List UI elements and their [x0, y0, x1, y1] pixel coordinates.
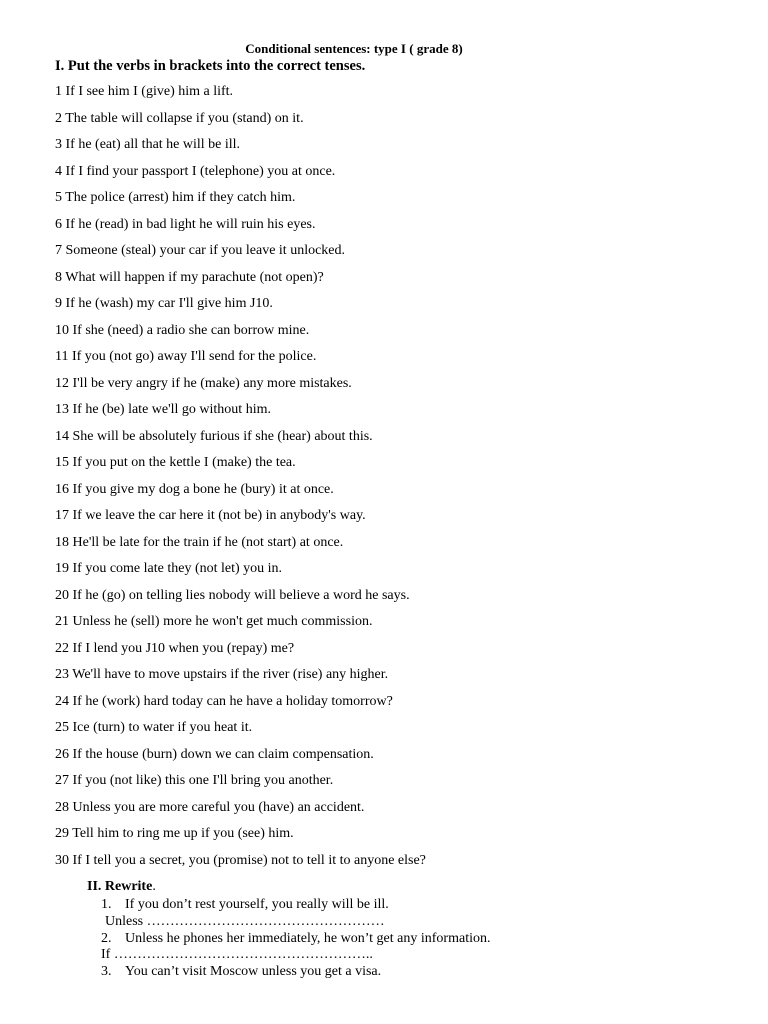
- exercise-item: 9 If he (wash) my car I'll give him J10.: [55, 296, 273, 311]
- exercise-item: 1 If I see him I (give) him a lift.: [55, 84, 234, 99]
- exercise-item: 30 If I tell you a secret, you (promise) not to tell it to anyone else?: [55, 852, 426, 868]
- exercise-item: 14 She will be absolutely furious if she (hear) about this.: [55, 428, 373, 444]
- exercise-item: 25 Ice (turn) to water if you heat it.: [55, 720, 253, 735]
- exercise-item: 29 Tell him to ring me up if you (see) him.: [55, 826, 294, 841]
- exercise-item: 28 Unless you are more careful you (have) an accident.: [55, 799, 365, 815]
- exercise-item: 2 The table will collapse if you (stand) on it.: [55, 110, 304, 126]
- section-2-heading-punct: .: [152, 879, 156, 894]
- exercise-item: 22 If I lend you J10 when you (repay) me?: [55, 640, 295, 656]
- exercise-item: 21 Unless he (sell) more he won't get much commission.: [55, 614, 373, 629]
- exercise-item: 3 If he (eat) all that he will be ill.: [55, 137, 241, 152]
- document-title: Conditional sentences: type I ( grade 8): [245, 41, 463, 56]
- section-1-heading: I. Put the verbs in brackets into the correct tenses.: [55, 58, 366, 74]
- rewrite-text: Unless ……………………………………………: [105, 914, 385, 929]
- exercise-item: 19 If you come late they (not let) you in.: [55, 561, 283, 576]
- exercise-item: 7 Someone (steal) your car if you leave it unlocked.: [55, 243, 346, 258]
- exercise-item: 20 If he (go) on telling lies nobody will believe a word he says.: [55, 587, 410, 603]
- rewrite-line: [101, 930, 490, 947]
- exercise-item: 12 I'll be very angry if he (make) any more mistakes.: [55, 375, 352, 391]
- section-2-heading: [87, 878, 156, 895]
- exercise-item: 10 If she (need) a radio she can borrow mine.: [55, 322, 310, 338]
- rewrite-answer-line: [105, 913, 385, 930]
- rewrite-text: Unless he phones her immediately, he won’t get any information.: [125, 931, 491, 946]
- exercise-item: 18 He'll be late for the train if he (not start) at once.: [55, 534, 344, 550]
- exercise-item: 11 If you (not go) away I'll send for the police.: [55, 349, 317, 364]
- exercise-item: 6 If he (read) in bad light he will ruin his eyes.: [55, 216, 316, 232]
- rewrite-text: You can’t visit Moscow unless you get a visa.: [125, 964, 382, 979]
- rewrite-line: [101, 963, 381, 980]
- exercise-item: 15 If you put on the kettle I (make) the tea.: [55, 455, 296, 470]
- rewrite-answer-line: [101, 946, 373, 963]
- exercise-item: 16 If you give my dog a bone he (bury) it at once.: [55, 481, 334, 497]
- exercise-list: [55, 83, 745, 878]
- section-2-heading-label: II. Rewrite: [87, 879, 153, 894]
- exercise-item: 8 What will happen if my parachute (not open)?: [55, 269, 324, 285]
- rewrite-number: 3.: [101, 964, 112, 979]
- exercise-item: 24 If he (work) hard today can he have a holiday tomorrow?: [55, 693, 393, 709]
- rewrite-text: If you don’t rest yourself, you really will be ill.: [125, 897, 389, 912]
- exercise-item: 26 If the house (burn) down we can claim compensation.: [55, 746, 374, 762]
- rewrite-number: 1.: [101, 897, 112, 912]
- exercise-item: 27 If you (not like) this one I'll bring you another.: [55, 773, 334, 788]
- exercise-item: 23 We'll have to move upstairs if the river (rise) any higher.: [55, 667, 389, 682]
- exercise-item: 5 The police (arrest) him if they catch him.: [55, 190, 296, 205]
- exercise-item: 4 If I find your passport I (telephone) you at once.: [55, 163, 336, 179]
- rewrite-text: If ………………………………………………..: [101, 947, 373, 962]
- exercise-item: 17 If we leave the car here it (not be) in anybody's way.: [55, 508, 366, 523]
- exercise-item: 13 If he (be) late we'll go without him.: [55, 402, 271, 417]
- rewrite-number: 2.: [101, 931, 112, 946]
- rewrite-line: [101, 896, 389, 913]
